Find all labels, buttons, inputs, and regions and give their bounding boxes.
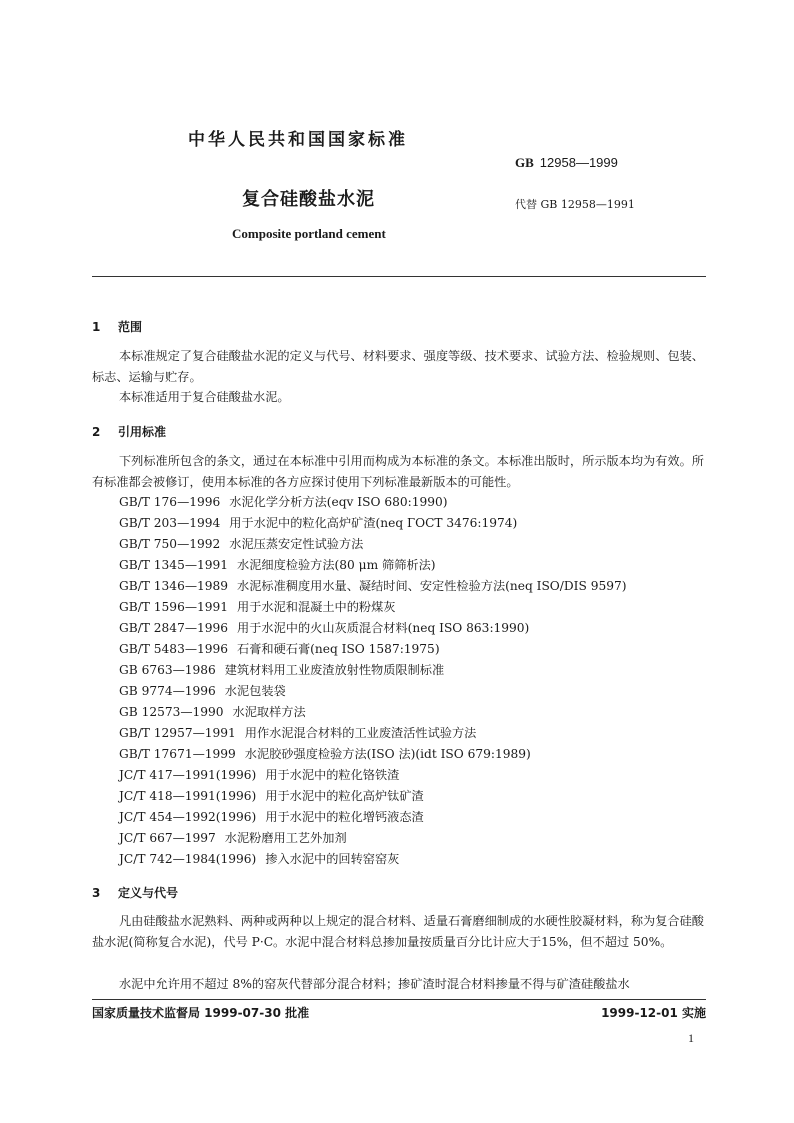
reference-code: JC/T 667—1997 xyxy=(119,831,216,845)
reference-title: 水泥胶砂强度检验方法(ISO 法)(idt ISO 679:1989) xyxy=(244,747,531,761)
reference-title: 建筑材料用工业废渣放射性物质限制标准 xyxy=(224,663,445,677)
section-3-paragraph: 凡由硅酸盐水泥熟料、两种或两种以上规定的混合材料、适量石膏磨细制成的水硬性胶凝材料，称为复合硅酸盐水泥(简称复合水泥)，代号 P·C。水泥中混合材料总掺加量按质量百分比计应大于15%，但不超过 50%。 xyxy=(92,914,704,949)
section-title: 定义与代号 xyxy=(118,886,179,900)
section-title: 范围 xyxy=(118,320,143,334)
reference-item xyxy=(119,744,531,764)
document-title-cn: 复合硅酸盐水泥 xyxy=(242,189,375,210)
reference-item xyxy=(119,513,517,533)
reference-code: JC/T 417—1991(1996) xyxy=(119,768,257,782)
reference-item xyxy=(119,702,306,722)
reference-code: JC/T 742—1984(1996) xyxy=(119,852,257,866)
section-2-intro: 下列标准所包含的条文，通过在本标准中引用而构成为本标准的条文。本标准出版时，所示版本均为有效。所有标准都会被修订，使用本标准的各方应探讨使用下列标准最新版本的可能性。 xyxy=(92,454,704,489)
reference-title: 用于水泥中的粒化铬铁渣 xyxy=(265,768,400,782)
section-title: 引用标准 xyxy=(118,425,167,439)
reference-item xyxy=(119,849,399,869)
document-title-en: Composite portland cement xyxy=(232,226,386,241)
reference-code: JC/T 418—1991(1996) xyxy=(119,789,257,803)
reference-code: GB/T 1596—1991 xyxy=(119,600,229,614)
section-number: 2 xyxy=(92,425,101,439)
reference-item xyxy=(119,765,399,785)
reference-item xyxy=(119,786,424,806)
standard-prefix: GB xyxy=(515,155,534,170)
reference-title: 水泥化学分析方法(eqv ISO 680:1990) xyxy=(229,495,448,509)
section-2-heading xyxy=(92,423,166,440)
section-3-heading xyxy=(92,884,178,901)
reference-item xyxy=(119,555,436,575)
reference-item xyxy=(119,723,476,743)
reference-item xyxy=(119,639,440,659)
reference-code: GB/T 12957—1991 xyxy=(119,726,236,740)
reference-title: 水泥细度检验方法(80 μm 筛筛析法) xyxy=(237,558,436,572)
reference-code: GB/T 750—1992 xyxy=(119,537,221,551)
reference-title: 用于水泥和混凝土中的粉煤灰 xyxy=(237,600,396,614)
reference-code: GB/T 203—1994 xyxy=(119,516,221,530)
reference-code: GB/T 5483—1996 xyxy=(119,642,229,656)
reference-title: 用于水泥中的火山灰质混合材料(neq ISO 863:1990) xyxy=(237,621,530,635)
section-number: 1 xyxy=(92,320,101,334)
standard-number: 12958—1999 xyxy=(539,155,618,170)
reference-code: JC/T 454—1992(1996) xyxy=(119,810,257,824)
standard-code xyxy=(515,155,618,171)
section-1-paragraph: 本标准规定了复合硅酸盐水泥的定义与代号、材料要求、强度等级、技术要求、试验方法、检验规则、包装、标志、运输与贮存。 xyxy=(92,349,704,384)
reference-item xyxy=(119,597,395,617)
reference-code: GB 6763—1986 xyxy=(119,663,216,677)
reference-code: GB/T 1345—1991 xyxy=(119,558,229,572)
reference-title: 水泥取样方法 xyxy=(232,705,306,719)
reference-title: 用于水泥中的粒化增钙液态渣 xyxy=(265,810,424,824)
section-1-heading xyxy=(92,318,142,335)
reference-code: GB 9774—1996 xyxy=(119,684,216,698)
implementation-date: 1999-12-01 实施 xyxy=(601,1006,706,1020)
reference-item xyxy=(119,618,529,638)
reference-title: 用于水泥中的粒化高炉矿渣(neq ГОСТ 3476:1974) xyxy=(229,516,518,530)
reference-code: GB/T 2847—1996 xyxy=(119,621,229,635)
page-number: 1 xyxy=(688,1031,694,1045)
reference-title: 水泥标准稠度用水量、凝结时间、安定性检验方法(neq ISO/DIS 9597) xyxy=(237,579,627,593)
reference-item xyxy=(119,807,424,827)
reference-item xyxy=(119,681,286,701)
replaces-standard: 代替 GB 12958—1991 xyxy=(515,198,635,211)
section-1-paragraph: 本标准适用于复合硅酸盐水泥。 xyxy=(119,390,290,404)
reference-title: 水泥压蒸安定性试验方法 xyxy=(229,537,364,551)
section-3-paragraph: 水泥中允许用不超过 8%的窑灰代替部分混合材料；掺矿渣时混合材料掺量不得与矿渣硅酸盐水 xyxy=(119,977,630,991)
approval-line: 国家质量技术监督局 1999-07-30 批准 xyxy=(92,1006,310,1020)
reference-code: GB/T 1346—1989 xyxy=(119,579,229,593)
reference-title: 用作水泥混合材料的工业废渣活性试验方法 xyxy=(244,726,477,740)
header-divider xyxy=(92,276,706,277)
reference-code: GB/T 17671—1999 xyxy=(119,747,236,761)
reference-item xyxy=(119,492,447,512)
reference-item xyxy=(119,828,347,848)
reference-item xyxy=(119,576,627,596)
section-number: 3 xyxy=(92,886,101,900)
reference-item xyxy=(119,534,363,554)
reference-code: GB/T 176—1996 xyxy=(119,495,221,509)
reference-title: 水泥粉磨用工艺外加剂 xyxy=(224,831,347,845)
reference-title: 水泥包装袋 xyxy=(224,684,286,698)
footer-divider xyxy=(92,999,706,1000)
reference-code: GB 12573—1990 xyxy=(119,705,224,719)
reference-title: 掺入水泥中的回转窑窑灰 xyxy=(265,852,400,866)
reference-title: 用于水泥中的粒化高炉钛矿渣 xyxy=(265,789,424,803)
reference-title: 石膏和硬石膏(neq ISO 1587:1975) xyxy=(237,642,440,656)
reference-item xyxy=(119,660,444,680)
national-standard-heading: 中华人民共和国国家标准 xyxy=(188,130,408,150)
